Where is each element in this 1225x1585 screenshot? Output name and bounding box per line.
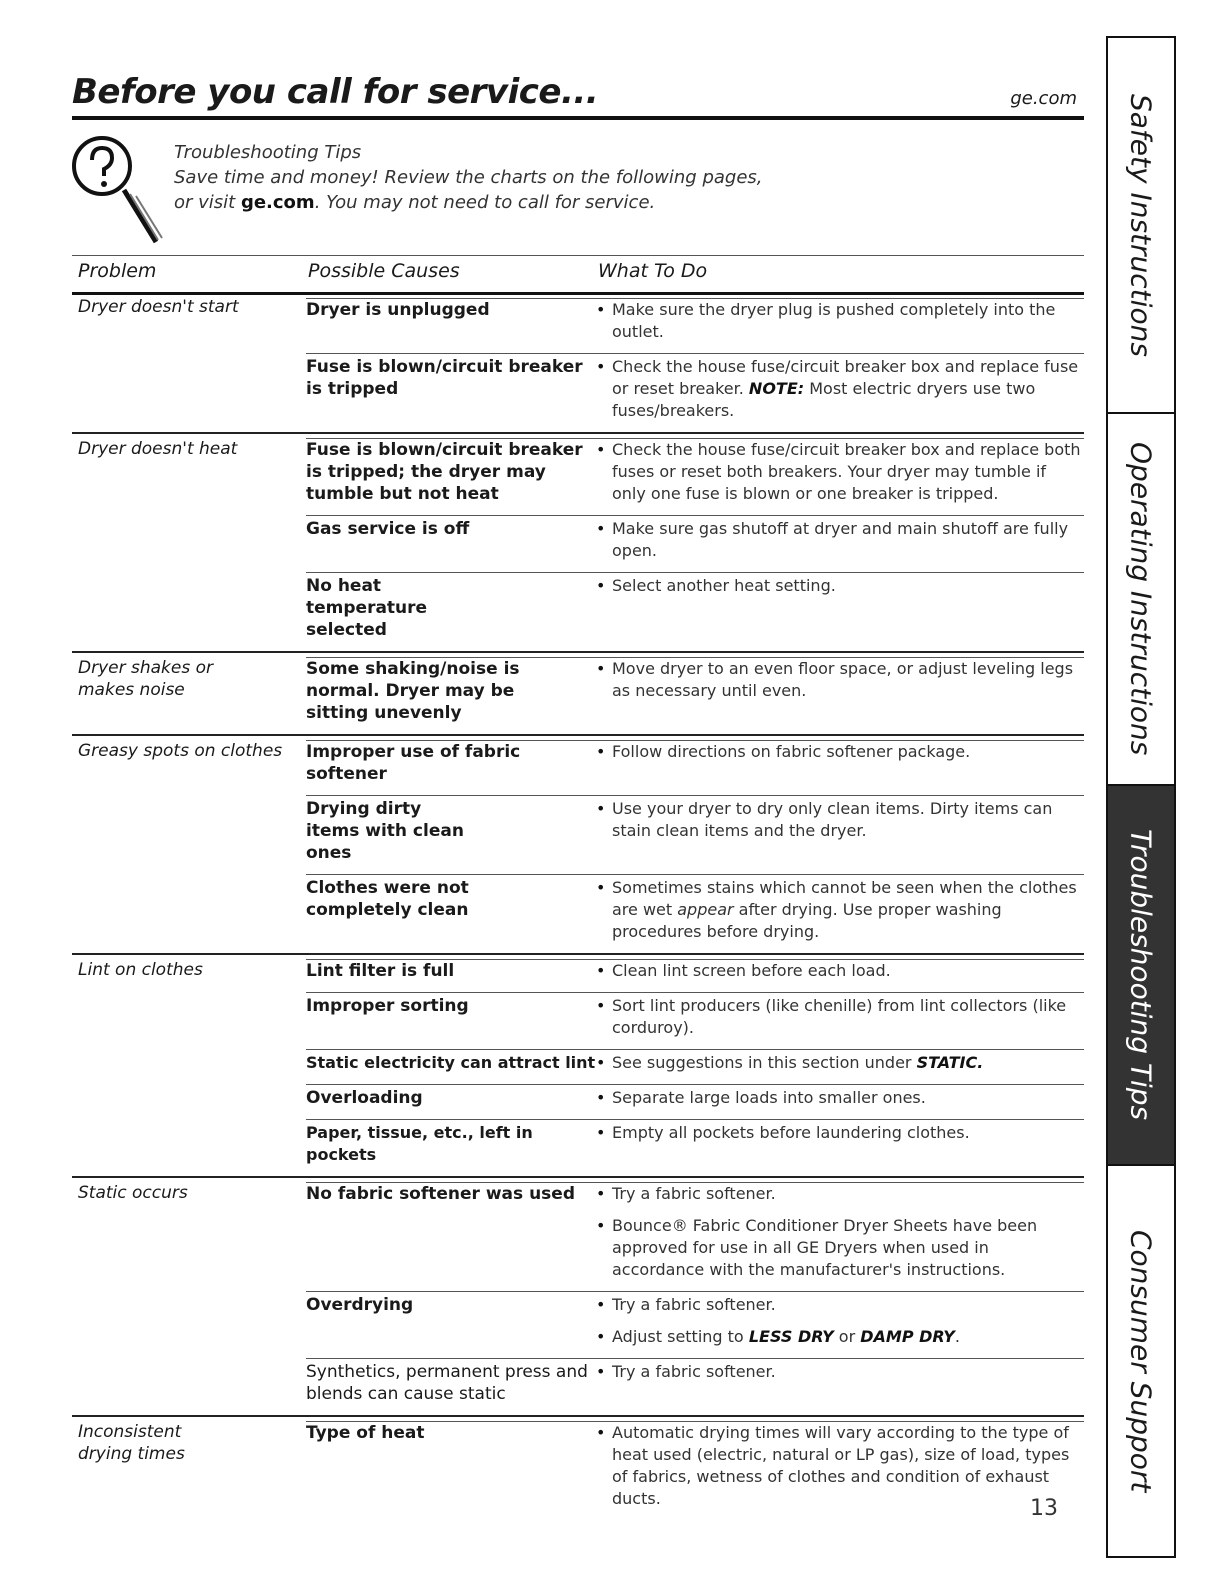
table-row (306, 572, 1084, 651)
problem-group (72, 653, 1084, 736)
table-row (306, 1084, 1084, 1119)
todo-text: • Try a fabric softener. • Adjust setting to LESS DRY or DAMP DRY. (596, 1294, 1084, 1348)
intro-text (174, 140, 763, 215)
cause-text: Lint filter is full (306, 961, 455, 981)
problem-group (72, 955, 1084, 1178)
todo-text: • Use your dryer to dry only clean items. Dirty items can stain clean items and the dryer. (596, 798, 1084, 864)
table-row (306, 874, 1084, 953)
site-link[interactable]: ge.com (1010, 88, 1077, 109)
title-divider (72, 116, 1084, 120)
todo-text: • Empty all pockets before laundering clothes. (596, 1122, 1084, 1166)
problem-label: Dryer doesn't heat (78, 439, 238, 459)
cause-text: Some shaking/noise is normal. Dryer may be sitting unevenly (306, 659, 520, 723)
problem-label: Inconsistent drying times (78, 1422, 185, 1464)
problem-label: Dryer shakes or makes noise (78, 658, 213, 700)
troubleshooting-table (72, 296, 1084, 1520)
cause-text: Dryer is unplugged (306, 300, 490, 320)
cause-text: Improper use of fabric softener (306, 742, 521, 784)
todo-text: • Sort lint producers (like chenille) from lint collectors (like corduroy). (596, 995, 1084, 1039)
header-divider (72, 292, 1084, 295)
table-row (306, 1049, 1084, 1084)
page-number: 13 (1030, 1496, 1058, 1521)
table-row (306, 1182, 1084, 1291)
table-row (306, 353, 1084, 432)
problem-group (72, 434, 1084, 653)
todo-text: • Check the house fuse/circuit breaker box and replace both fuses or reset both breakers. Your dryer may tumble if only one fuse is blown or one breaker is tripped. (596, 439, 1084, 505)
problem-label: Greasy spots on clothes (78, 741, 283, 761)
table-row (306, 795, 1084, 874)
cause-text: No heat temperature selected (306, 576, 428, 640)
table-row (306, 959, 1084, 992)
todo-text: • See suggestions in this section under STATIC. (596, 1052, 1084, 1074)
tab-operating-instructions[interactable]: Operating Instructions (1108, 414, 1174, 786)
todo-text: • Sometimes stains which cannot be seen when the clothes are wet appear after drying. Use proper washing procedures before drying. (596, 877, 1084, 943)
help-magnifier-icon (70, 134, 170, 254)
table-row (306, 992, 1084, 1049)
todo-text: • Clean lint screen before each load. (596, 960, 1084, 982)
cause-text: Fuse is blown/circuit breaker is tripped (306, 357, 583, 399)
problem-group (72, 296, 1084, 434)
problem-label: Lint on clothes (78, 960, 203, 980)
table-row (306, 740, 1084, 795)
cause-text: Fuse is blown/circuit breaker is tripped; the dryer may tumble but not heat (306, 440, 583, 504)
problem-label: Dryer doesn't start (78, 297, 239, 317)
cause-text: Gas service is off (306, 519, 470, 539)
tab-consumer-support[interactable]: Consumer Support (1124, 1229, 1158, 1493)
cause-text: Static electricity can attract lint (306, 1053, 596, 1072)
todo-text: • Select another heat setting. (596, 575, 1084, 641)
problem-label: Static occurs (78, 1183, 188, 1203)
tab-troubleshooting-tips[interactable]: Troubleshooting Tips (1108, 786, 1174, 1166)
table-row (306, 1421, 1084, 1520)
table-row (306, 298, 1084, 353)
todo-text: • Automatic drying times will vary according to the type of heat used (electric, natural or LP gas), size of load, types of fabrics, wetness of clothes and condition of exhaust ducts. (596, 1422, 1084, 1510)
column-header-todo: What To Do (598, 260, 708, 282)
table-row (306, 1291, 1084, 1358)
cause-text: Drying dirty items with clean ones (306, 799, 464, 863)
intro-line-3: or visit ge.com. You may not need to call for service. (174, 192, 656, 213)
table-row (306, 1358, 1084, 1415)
table-row (306, 515, 1084, 572)
todo-text: • Try a fabric softener. • Bounce® Fabric Conditioner Dryer Sheets have been approved for use in all GE Dryers when used in accordance with the manufacturer's instructions. (596, 1183, 1084, 1281)
cause-text: Type of heat (306, 1423, 425, 1443)
todo-text: • Make sure the dryer plug is pushed completely into the outlet. (596, 299, 1084, 343)
intro-heading: Troubleshooting Tips (174, 142, 362, 163)
problem-group (72, 1178, 1084, 1417)
todo-text: • Move dryer to an even floor space, or adjust leveling legs as necessary until even. (596, 658, 1084, 724)
intro-line-2: Save time and money! Review the charts on the following pages, (174, 167, 763, 188)
cause-text: No fabric softener was used (306, 1184, 575, 1204)
todo-text: • Check the house fuse/circuit breaker box and replace fuse or reset breaker. NOTE: Most electric dryers use two fuses/breakers. (596, 356, 1084, 422)
cause-text: Overloading (306, 1088, 423, 1108)
ge-link[interactable]: ge.com (240, 192, 315, 213)
cause-text: Paper, tissue, etc., left in pockets (306, 1123, 533, 1164)
column-header-causes: Possible Causes (308, 260, 460, 282)
section-tabs (1106, 36, 1176, 1558)
cause-text: Improper sorting (306, 996, 469, 1016)
table-row (306, 1119, 1084, 1176)
table-row (306, 438, 1084, 515)
tab-safety-instructions[interactable]: Safety Instructions (1108, 38, 1174, 414)
todo-text: • Follow directions on fabric softener package. (596, 741, 1084, 785)
problem-group (72, 1417, 1084, 1520)
cause-text: Synthetics, permanent press and blends can cause static (306, 1362, 588, 1404)
intro-divider (72, 255, 1084, 256)
table-row (306, 657, 1084, 734)
todo-text: • Make sure gas shutoff at dryer and main shutoff are fully open. (596, 518, 1084, 562)
page-title: Before you call for service... (72, 72, 599, 112)
cause-text: Overdrying (306, 1295, 414, 1315)
cause-text: Clothes were not completely clean (306, 878, 469, 920)
column-header-problem: Problem (78, 260, 157, 282)
todo-text: • Separate large loads into smaller ones. (596, 1087, 1084, 1109)
todo-text: • Try a fabric softener. (596, 1361, 1084, 1405)
problem-group (72, 736, 1084, 955)
